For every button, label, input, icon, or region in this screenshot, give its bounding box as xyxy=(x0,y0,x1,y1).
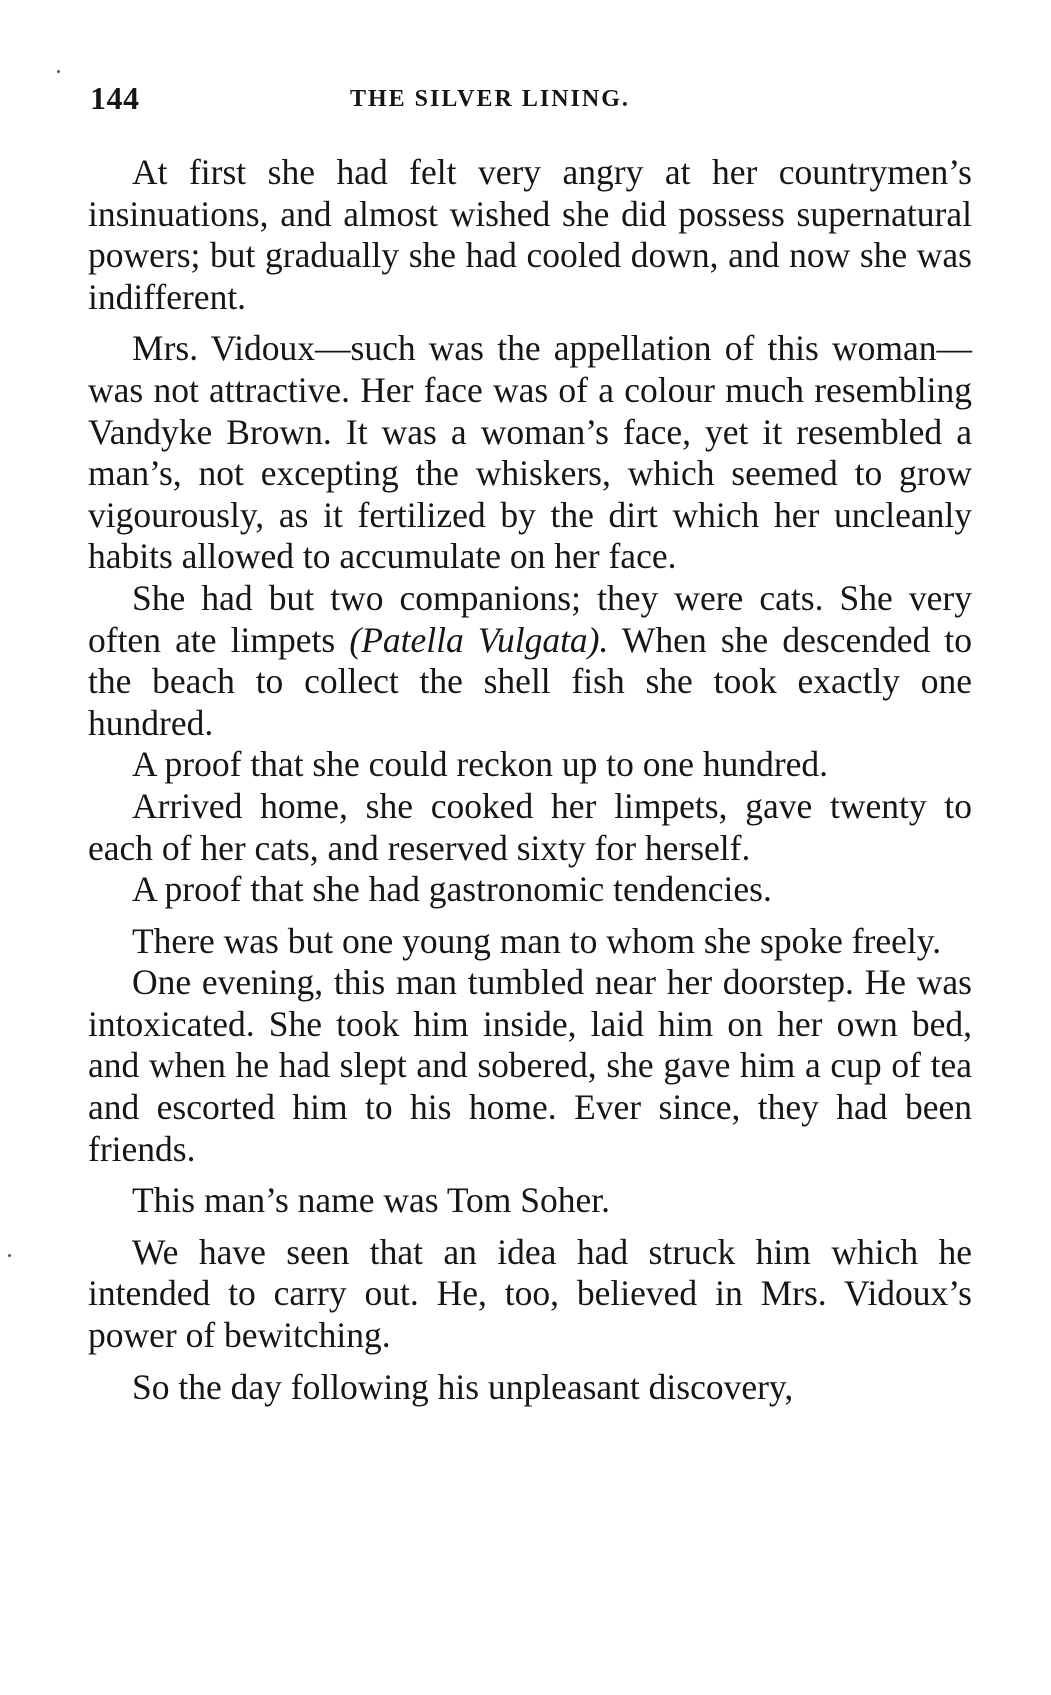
paragraph-text: She had but two companions; they were cats. She very often ate limpets xyxy=(88,577,972,660)
paragraph: One evening, this man tumbled near her doorstep. He was intoxicated. She took him inside, laid him on her own bed, and when he had slept and sobered, she gave him a cup of tea and escorted him to his home. Ever since, they had been friends. xyxy=(88,962,972,1169)
paragraph xyxy=(88,578,972,744)
page-header xyxy=(90,80,970,124)
running-title: THE SILVER LINING. xyxy=(350,86,630,112)
page-number: 144 xyxy=(90,80,140,116)
paragraph: At first she had felt very angry at her countrymen’s insinuations, and almost wished she did possess supernatural powers; but gradually she had cooled down, and now she was indifferent. xyxy=(88,152,972,317)
print-speck xyxy=(8,1254,11,1257)
paragraph: Arrived home, she cooked her limpets, gave twenty to each of her cats, and reserved sixty for herself. xyxy=(88,785,972,868)
scientific-name: (Patella Vulgata). xyxy=(349,619,609,660)
paragraph: A proof that she had gastronomic tendencies. xyxy=(132,869,772,910)
paragraph: A proof that she could reckon up to one hundred. xyxy=(132,744,829,785)
paragraph: This man’s name was Tom Soher. xyxy=(132,1180,611,1221)
print-speck xyxy=(57,70,60,73)
body-text xyxy=(88,152,972,1408)
paragraph-text: When she descended to the beach to collect the shell fish she took exactly one hundred. xyxy=(88,619,972,743)
paragraph: Mrs. Vidoux—such was the appellation of this woman—was not attractive. Her face was of a colour much resembling Vandyke Brown. It was a woman’s face, yet it resembled a man’s, not excepting the whiskers, which seemed to grow vigourously, as it fertilized by the dirt which her uncleanly habits allowed to accumulate on her face. xyxy=(88,328,972,577)
paragraph: We have seen that an idea had struck him which he intended to carry out. He, too, believed in Mrs. Vidoux’s power of bewitching. xyxy=(88,1231,972,1356)
paragraph: So the day following his unpleasant discovery, xyxy=(132,1366,794,1407)
paragraph: There was but one young man to whom she spoke freely. xyxy=(132,920,942,961)
